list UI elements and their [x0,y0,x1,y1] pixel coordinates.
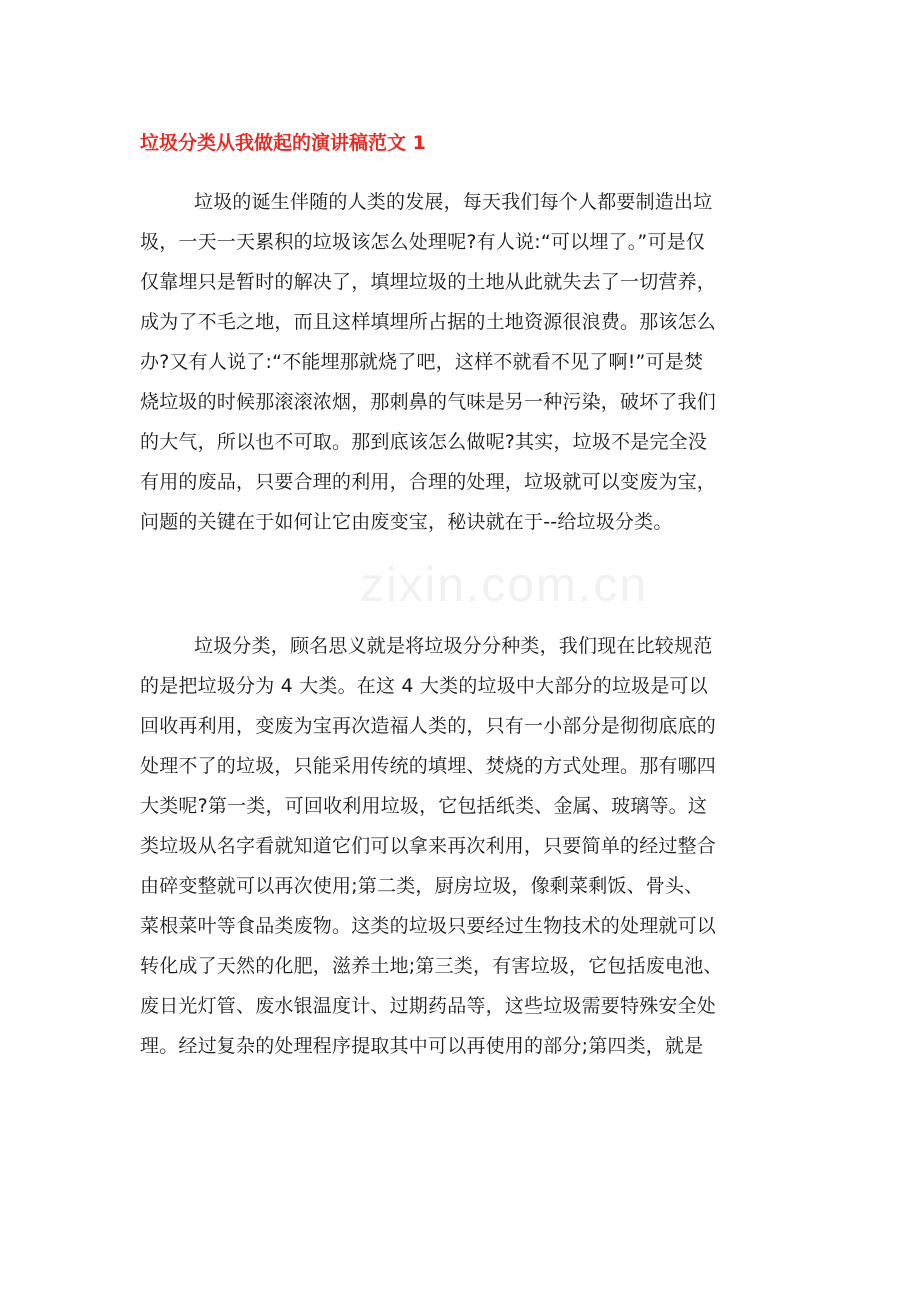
text-line: 问题的关键在于如何让它由废变宝，秘诀就在于--给垃圾分类。 [140,511,673,533]
text-line: 回收再利用，变废为宝再次造福人类的，只有一小部分是彻彻底底的 [140,715,717,737]
text-line: 垃圾的诞生伴随的人类的发展，每天我们每个人都要制造出垃 [194,191,713,213]
text-line: 的大气，所以也不可取。那到底该怎么做呢?其实，垃圾不是完全没 [140,431,708,453]
text-line: 有用的废品，只要合理的利用，合理的处理，垃圾就可以变废为宝， [140,471,717,493]
text-line: 圾，一天一天累积的垃圾该怎么处理呢?有人说:“可以埋了。”可是仅 [140,231,706,253]
text-line: 烧垃圾的时候那滚滚浓烟，那刺鼻的气味是另一种污染，破坏了我们 [140,391,717,413]
text-line: 仅靠埋只是暂时的解决了，填埋垃圾的土地从此就失去了一切营养， [140,271,717,293]
paragraph-1 [140,182,792,542]
document-title: 垃圾分类从我做起的演讲稿范文 1 [140,132,426,154]
text-line: 垃圾分类，顾名思义就是将垃圾分分种类，我们现在比较规范 [194,635,713,657]
text-line: 办?又有人说了:“不能埋那就烧了吧，这样不就看不见了啊!”可是焚 [140,351,704,373]
watermark-text: zixin.com.cn [360,559,649,612]
text-line: 类垃圾从名字看就知道它们可以拿来再次利用，只要简单的经过整合 [140,835,717,857]
text-line: 的是把垃圾分为 4 大类。在这 4 大类的垃圾中大部分的垃圾是可以 [140,675,708,697]
text-line: 废日光灯管、废水银温度计、过期药品等，这些垃圾需要特殊安全处 [140,995,717,1017]
text-line: 由碎变整就可以再次使用;第二类，厨房垃圾，像剩菜剩饭、骨头、 [140,875,704,897]
text-line: 成为了不毛之地，而且这样填埋所占据的土地资源很浪费。那该怎么 [140,311,717,333]
text-line: 处理不了的垃圾，只能采用传统的填埋、焚烧的方式处理。那有哪四 [140,755,717,777]
text-line: 理。经过复杂的处理程序提取其中可以再使用的部分;第四类，就是 [140,1035,704,1057]
paragraph-2 [140,626,792,1066]
text-line: 菜根菜叶等食品类废物。这类的垃圾只要经过生物技术的处理就可以 [140,915,717,937]
text-line: 大类呢?第一类，可回收利用垃圾，它包括纸类、金属、玻璃等。这 [140,795,708,817]
text-line: 转化成了天然的化肥，滋养土地;第三类，有害垃圾，它包括废电池、 [140,955,723,977]
